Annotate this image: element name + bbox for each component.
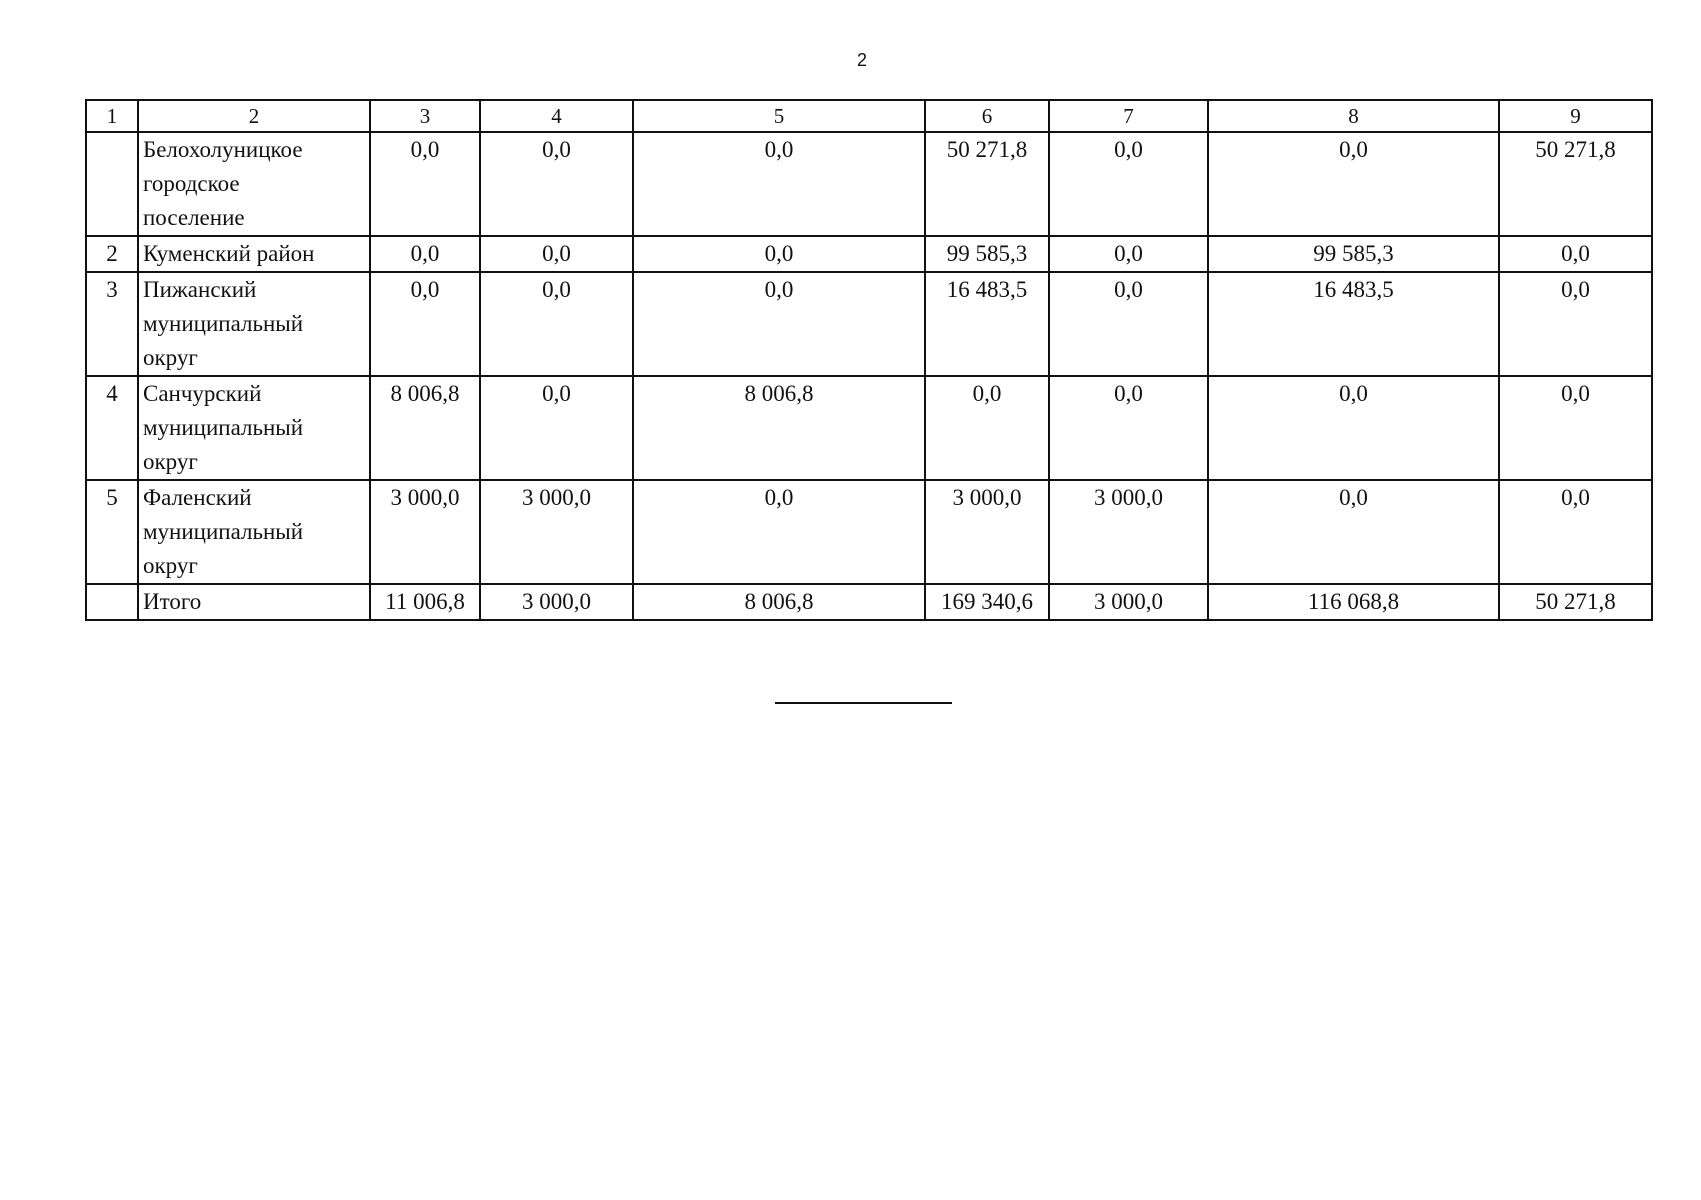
value-cell: 0,0 [370,236,480,272]
column-number: 7 [1049,100,1208,132]
total-value-cell: 3 000,0 [1049,584,1208,620]
value-cell: 0,0 [633,236,925,272]
value-cell: 0,0 [1049,236,1208,272]
name-line: поселение [143,205,245,230]
value-cell: 0,0 [1499,480,1652,584]
value-cell: 0,0 [633,132,925,236]
table-row [86,132,1652,236]
value-cell: 50 271,8 [1499,132,1652,236]
row-number: 2 [86,236,138,272]
value-cell: 0,0 [1049,376,1208,480]
value-cell: 0,0 [1208,132,1499,236]
closing-rule [775,702,952,704]
value-cell: 0,0 [633,272,925,376]
name-line: округ [143,553,198,578]
value-cell: 3 000,0 [1049,480,1208,584]
value-cell: 0,0 [1499,272,1652,376]
municipality-name [138,480,370,584]
total-value-cell: 116 068,8 [1208,584,1499,620]
table-row [86,236,1652,272]
name-line: муниципальный [143,311,304,336]
column-number: 6 [925,100,1049,132]
value-cell: 0,0 [1208,376,1499,480]
row-number [86,132,138,236]
table-row [86,480,1652,584]
name-line: Куменский район [143,241,315,266]
name-line: Пижанский [143,277,257,302]
page-number: 2 [856,50,867,70]
column-number: 9 [1499,100,1652,132]
municipality-name [138,272,370,376]
name-line: городское [143,171,240,196]
value-cell: 8 006,8 [370,376,480,480]
total-label [138,584,370,620]
value-cell: 0,0 [370,132,480,236]
column-number: 1 [86,100,138,132]
name-line: Санчурский [143,381,262,406]
name-line: округ [143,345,198,370]
row-number: 3 [86,272,138,376]
value-cell: 3 000,0 [370,480,480,584]
name-line: Фаленский [143,485,252,510]
total-value-cell: 3 000,0 [480,584,633,620]
value-cell: 50 271,8 [925,132,1049,236]
value-cell: 0,0 [370,272,480,376]
value-cell: 16 483,5 [925,272,1049,376]
name-line: муниципальный [143,519,304,544]
value-cell: 0,0 [925,376,1049,480]
value-cell: 0,0 [480,272,633,376]
row-number [86,584,138,620]
name-line: округ [143,449,198,474]
column-number: 5 [633,100,925,132]
column-number: 8 [1208,100,1499,132]
column-number: 3 [370,100,480,132]
total-value-cell: 11 006,8 [370,584,480,620]
row-number: 5 [86,480,138,584]
value-cell: 0,0 [480,132,633,236]
municipality-name [138,132,370,236]
municipality-name [138,236,370,272]
value-cell: 16 483,5 [1208,272,1499,376]
row-number: 4 [86,376,138,480]
name-line: муниципальный [143,415,304,440]
municipality-name [138,376,370,480]
value-cell: 3 000,0 [925,480,1049,584]
total-value-cell: 169 340,6 [925,584,1049,620]
name-line: Белохолуницкое [143,137,303,162]
column-number: 4 [480,100,633,132]
value-cell: 0,0 [1208,480,1499,584]
value-cell: 0,0 [480,236,633,272]
total-value-cell: 8 006,8 [633,584,925,620]
value-cell: 99 585,3 [925,236,1049,272]
value-cell: 0,0 [1049,272,1208,376]
value-cell: 0,0 [633,480,925,584]
table-row [86,272,1652,376]
value-cell: 0,0 [1499,376,1652,480]
total-row [86,584,1652,620]
value-cell: 0,0 [1049,132,1208,236]
column-number-row [86,100,1652,132]
column-number: 2 [138,100,370,132]
name-line: Итого [143,589,202,614]
value-cell: 3 000,0 [480,480,633,584]
data-table [85,99,1653,621]
table-row [86,376,1652,480]
total-value-cell: 50 271,8 [1499,584,1652,620]
value-cell: 99 585,3 [1208,236,1499,272]
value-cell: 0,0 [480,376,633,480]
value-cell: 0,0 [1499,236,1652,272]
value-cell: 8 006,8 [633,376,925,480]
